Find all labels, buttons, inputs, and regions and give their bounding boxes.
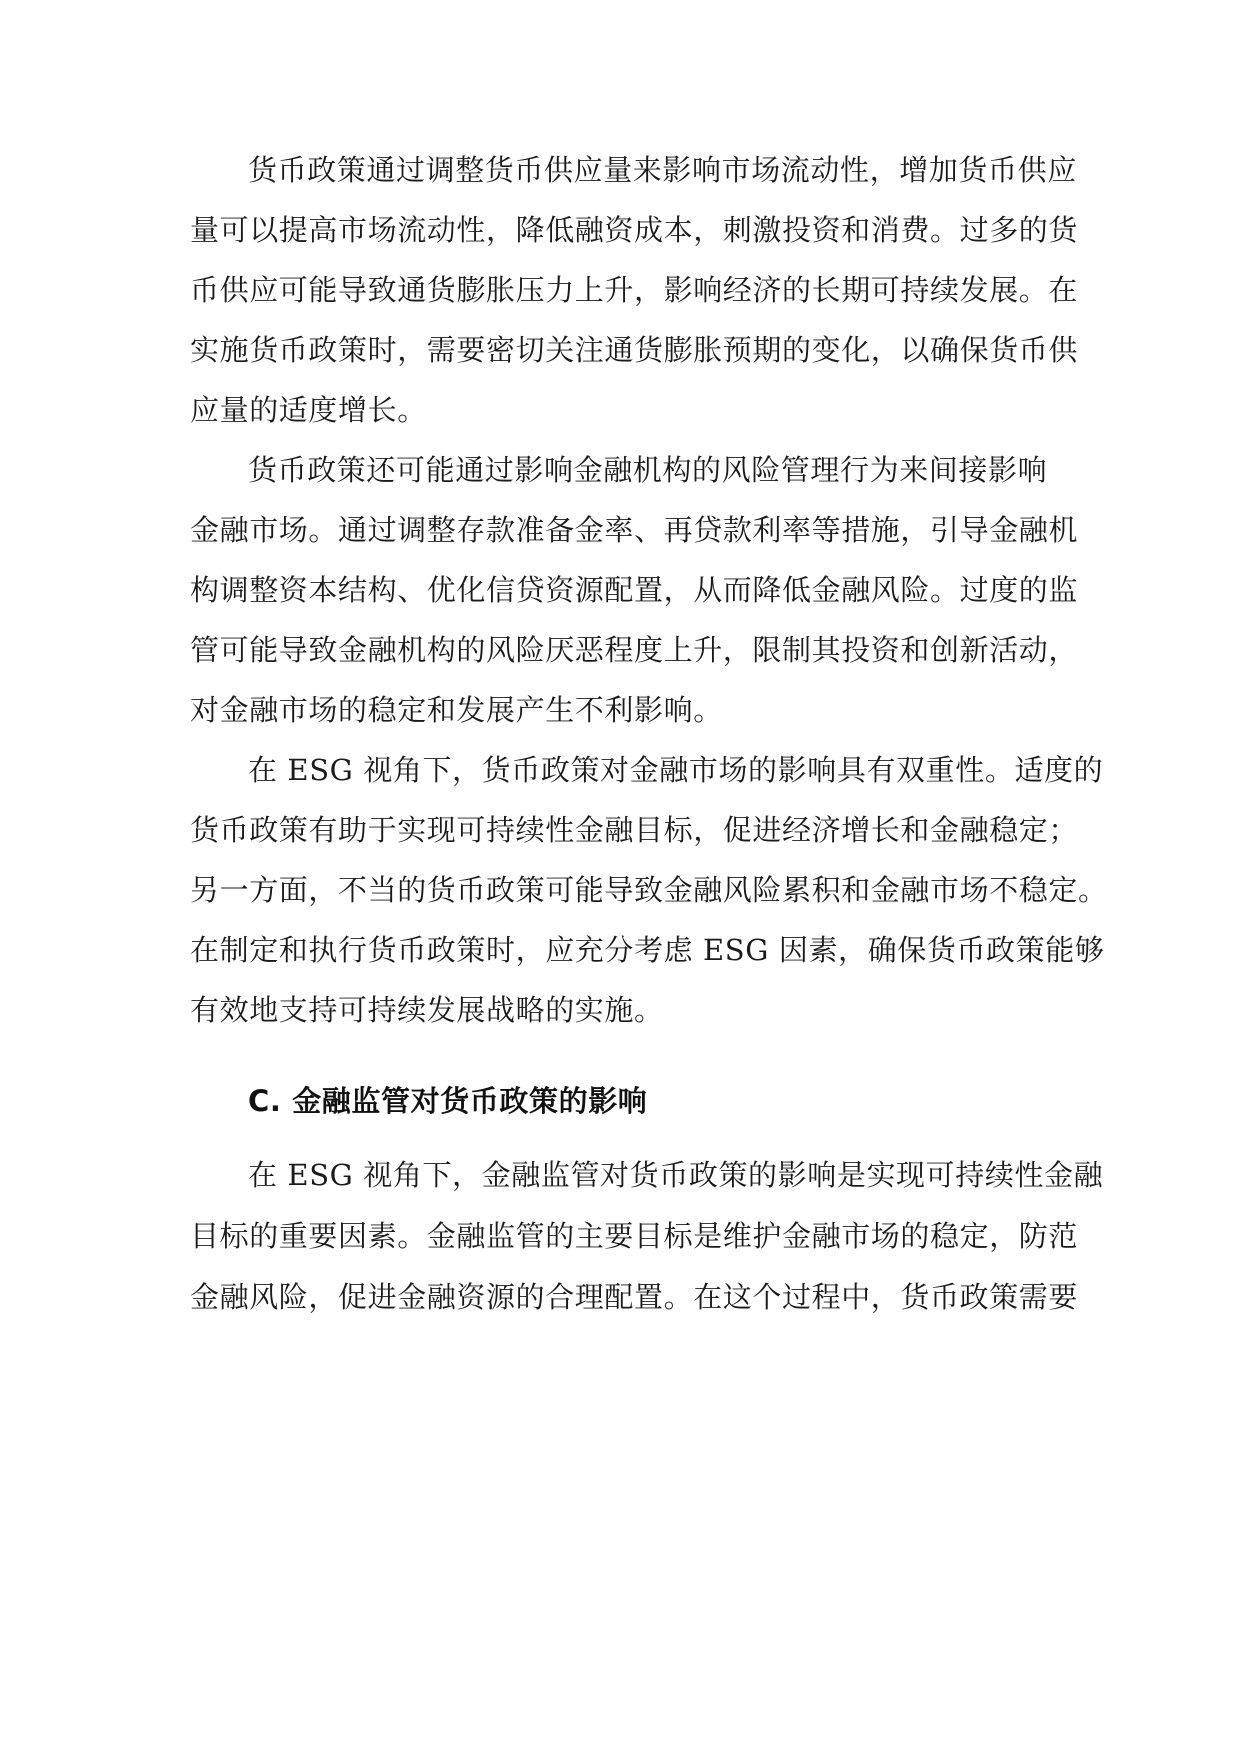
section-heading: C. 金融监管对货币政策的影响 [248, 1084, 648, 1118]
paragraph-2-line-2: 金融市场。通过调整存款准备金率、再贷款利率等措施，引导金融机 [190, 513, 1079, 547]
paragraph-2-line-4: 管可能导致金融机构的风险厌恶程度上升，限制其投资和创新活动， [190, 633, 1079, 667]
paragraph-3-line-4: 在制定和执行货币政策时，应充分考虑 ESG 因素，确保货币政策能够 [190, 933, 1105, 967]
paragraph-4-line-3: 金融风险，促进金融资源的合理配置。在这个过程中，货币政策需要 [190, 1280, 1079, 1314]
paragraph-1-line-1: 货币政策通过调整货币供应量来影响市场流动性，增加货币供应 [248, 153, 1077, 187]
paragraph-3-line-3: 另一方面，不当的货币政策可能导致金融风险累积和金融市场不稳定。 [190, 873, 1108, 907]
paragraph-3-line-2: 货币政策有助于实现可持续性金融目标，促进经济增长和金融稳定； [190, 813, 1079, 847]
paragraph-1-line-5: 应量的适度增长。 [190, 393, 427, 427]
paragraph-1-line-2: 量可以提高市场流动性，降低融资成本，刺激投资和消费。过多的货 [190, 213, 1079, 247]
paragraph-3-line-1: 在 ESG 视角下，货币政策对金融市场的影响具有双重性。适度的 [248, 753, 1104, 787]
paragraph-1-line-3: 币供应可能导致通货膨胀压力上升，影响经济的长期可持续发展。在 [190, 273, 1079, 307]
paragraph-4-line-1: 在 ESG 视角下，金融监管对货币政策的影响是实现可持续性金融 [248, 1158, 1104, 1192]
paragraph-2-line-5: 对金融市场的稳定和发展产生不利影响。 [190, 693, 723, 727]
paragraph-2-line-3: 构调整资本结构、优化信贷资源配置，从而降低金融风险。过度的监 [190, 573, 1079, 607]
paragraph-1-line-4: 实施货币政策时，需要密切关注通货膨胀预期的变化，以确保货币供 [190, 333, 1079, 367]
paragraph-4-line-2: 目标的重要因素。金融监管的主要目标是维护金融市场的稳定，防范 [190, 1219, 1079, 1253]
paragraph-3-line-5: 有效地支持可持续发展战略的实施。 [190, 993, 664, 1027]
paragraph-2-line-1: 货币政策还可能通过影响金融机构的风险管理行为来间接影响 [248, 453, 1048, 487]
